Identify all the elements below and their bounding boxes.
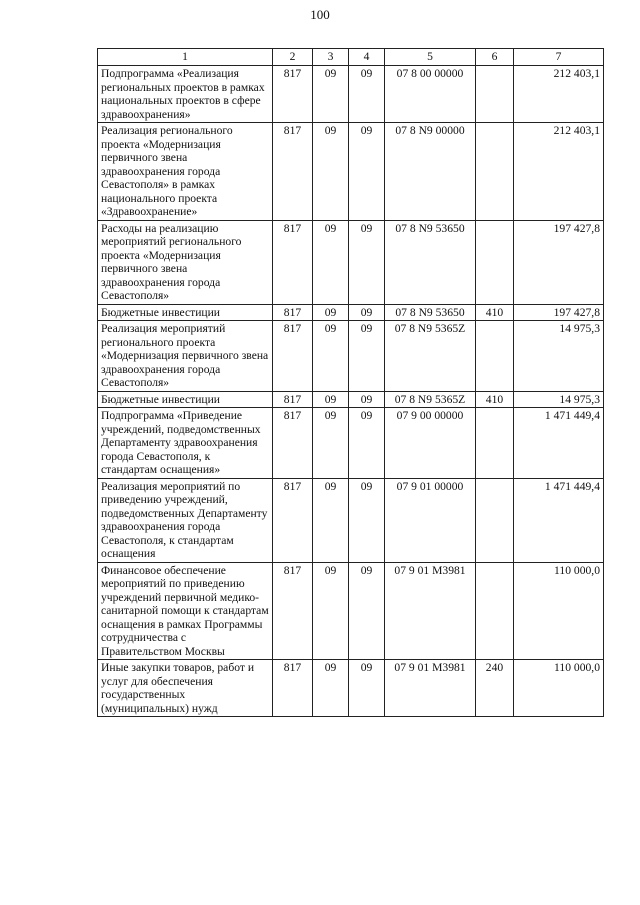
row-expense-type [476,66,514,123]
row-name: Бюджетные инвестиции [98,304,273,321]
row-name: Подпрограмма «Приведение учреждений, подведомственных Департаменту здравоохранения города Севастополя, к стандартам оснащения» [98,408,273,479]
row-name: Расходы на реализацию мероприятий регионального проекта «Модернизация первичного звена здравоохранения города Севастополя» [98,220,273,304]
row-section-code: 09 [313,220,349,304]
row-section-code: 09 [313,660,349,717]
row-amount: 197 427,8 [514,220,604,304]
table-row [98,123,604,221]
row-target-article: 07 8 N9 5365Z [385,391,476,408]
row-section-code: 09 [313,562,349,660]
row-target-article: 07 9 01 M3981 [385,660,476,717]
table-row [98,304,604,321]
row-name: Реализация мероприятий регионального проекта «Модернизация первичного звена здравоохранения города Севастополя» [98,321,273,392]
column-header-3: 3 [313,49,349,66]
table-row [98,408,604,479]
row-expense-type [476,321,514,392]
table-row [98,660,604,717]
row-amount: 14 975,3 [514,391,604,408]
row-target-article: 07 9 01 M3981 [385,562,476,660]
row-expense-type: 240 [476,660,514,717]
row-ministry-code: 817 [273,408,313,479]
row-ministry-code: 817 [273,478,313,562]
row-subsection-code: 09 [349,321,385,392]
row-target-article: 07 8 N9 53650 [385,304,476,321]
table-row [98,220,604,304]
table-row [98,478,604,562]
row-subsection-code: 09 [349,660,385,717]
row-expense-type [476,408,514,479]
column-header-6: 6 [476,49,514,66]
row-target-article: 07 8 N9 53650 [385,220,476,304]
table-row [98,391,604,408]
page-number: 100 [310,7,330,22]
row-expense-type: 410 [476,391,514,408]
row-name: Подпрограмма «Реализация региональных проектов в рамках национальных проектов в сфере здравоохранения» [98,66,273,123]
budget-table [97,48,604,717]
table-row [98,66,604,123]
row-target-article: 07 9 01 00000 [385,478,476,562]
row-subsection-code: 09 [349,304,385,321]
row-target-article: 07 9 00 00000 [385,408,476,479]
row-target-article: 07 8 N9 00000 [385,123,476,221]
row-subsection-code: 09 [349,408,385,479]
row-section-code: 09 [313,321,349,392]
row-ministry-code: 817 [273,66,313,123]
row-subsection-code: 09 [349,562,385,660]
row-section-code: 09 [313,478,349,562]
row-ministry-code: 817 [273,304,313,321]
row-subsection-code: 09 [349,478,385,562]
row-name: Реализация мероприятий по приведению учреждений, подведомственных Департаменту здравоохранения города Севастополя, к стандартам оснащения [98,478,273,562]
row-target-article: 07 8 00 00000 [385,66,476,123]
column-header-1: 1 [98,49,273,66]
row-expense-type [476,220,514,304]
row-subsection-code: 09 [349,220,385,304]
row-amount: 197 427,8 [514,304,604,321]
table-row [98,562,604,660]
row-section-code: 09 [313,304,349,321]
row-subsection-code: 09 [349,66,385,123]
row-amount: 1 471 449,4 [514,478,604,562]
column-header-2: 2 [273,49,313,66]
row-ministry-code: 817 [273,321,313,392]
table-header [98,49,604,66]
row-name: Финансовое обеспечение мероприятий по приведению учреждений первичной медико-санитарной помощи к стандартам оснащения в рамках Программы сотрудничества с Правительством Москвы [98,562,273,660]
row-expense-type [476,478,514,562]
row-ministry-code: 817 [273,562,313,660]
row-amount: 1 471 449,4 [514,408,604,479]
row-target-article: 07 8 N9 5365Z [385,321,476,392]
row-section-code: 09 [313,391,349,408]
row-amount: 14 975,3 [514,321,604,392]
table-row [98,321,604,392]
row-amount: 110 000,0 [514,660,604,717]
row-expense-type [476,562,514,660]
row-name: Реализация регионального проекта «Модернизация первичного звена здравоохранения города Севастополя» в рамках национального проекта «Здравоохранение» [98,123,273,221]
row-ministry-code: 817 [273,391,313,408]
row-subsection-code: 09 [349,391,385,408]
row-amount: 212 403,1 [514,123,604,221]
row-section-code: 09 [313,66,349,123]
row-subsection-code: 09 [349,123,385,221]
row-ministry-code: 817 [273,220,313,304]
column-header-4: 4 [349,49,385,66]
column-header-5: 5 [385,49,476,66]
header-row [98,49,604,66]
column-header-7: 7 [514,49,604,66]
row-section-code: 09 [313,408,349,479]
row-section-code: 09 [313,123,349,221]
row-ministry-code: 817 [273,660,313,717]
row-amount: 212 403,1 [514,66,604,123]
row-ministry-code: 817 [273,123,313,221]
row-name: Иные закупки товаров, работ и услуг для обеспечения государственных (муниципальных) нужд [98,660,273,717]
row-amount: 110 000,0 [514,562,604,660]
table-body [98,66,604,717]
row-expense-type [476,123,514,221]
row-expense-type: 410 [476,304,514,321]
row-name: Бюджетные инвестиции [98,391,273,408]
